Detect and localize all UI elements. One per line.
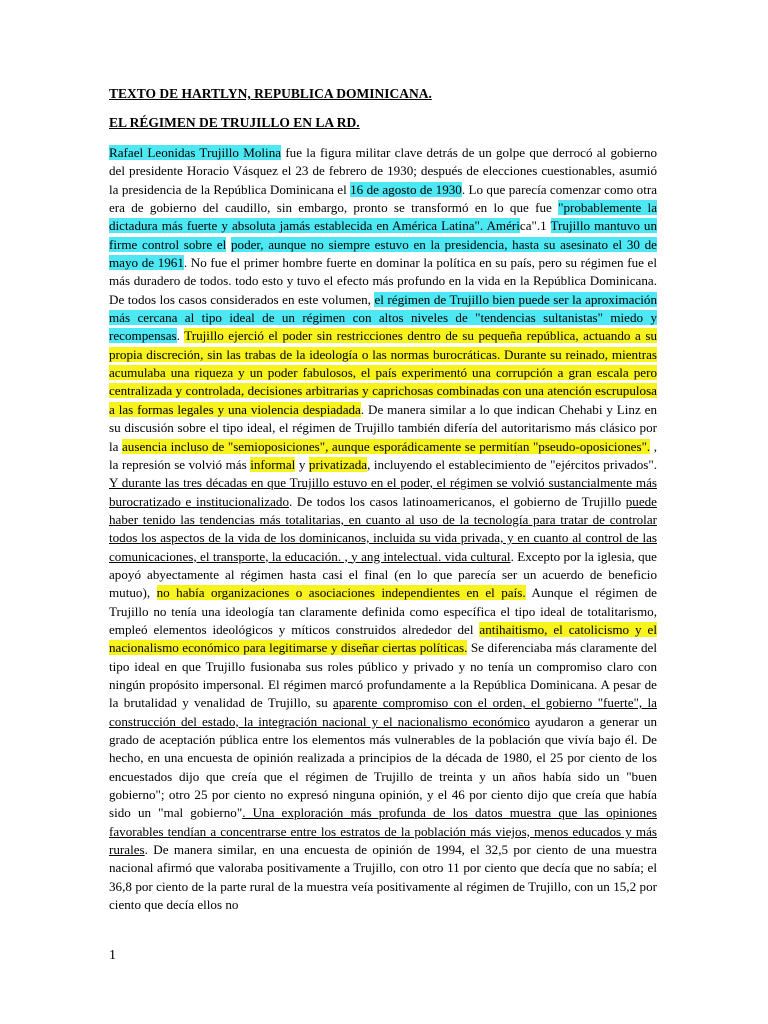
highlight-cyan-text: poder, aunque no siempre estuvo en la presidencia, hasta su asesinato el 30 de mayo de 1961 [109, 236, 657, 271]
highlight-cyan-text: el régimen de Trujillo bien puede ser la aproximación más cercana al tipo ideal de un régimen con altos niveles de "tendencias sultanistas" miedo y recompensas [109, 291, 658, 344]
body-text-run: Aunque el régimen de Trujillo no tenía una ideología tan claramente definida como específica el tipo ideal de totalitarismo, empleó elementos ideológicos y míticos construidos alrededor del [109, 585, 657, 637]
body-text-run: . No fue el primer hombre fuerte en dominar la política en su país, pero su régimen fue el más duradero de todos. todo esto y tuvo el efecto más profundo en la vida en la República Dominicana. De todos los casos considerados en este volumen, [109, 255, 657, 307]
underlined-text: aparente compromiso con el orden, el gobierno "fuerte", la construcción del estado, la integración nacional y el nacionalismo económico [109, 695, 657, 729]
body-text-run: y [295, 456, 309, 472]
section-title: EL RÉGIMEN DE TRUJILLO EN LA RD. [109, 115, 360, 130]
highlight-cyan-text: Trujillo mantuvo un firme control sobre el [109, 218, 657, 252]
body-text-run: ca".1 [519, 218, 551, 234]
body-text-run: , incluyendo el establecimiento de "ejércitos privados". [367, 456, 658, 472]
document-title: TEXTO DE HARTLYN, REPUBLICA DOMINICANA. [109, 86, 432, 101]
body-text-run: . De manera similar a lo que indican Chehabi y Linz en su discusión sobre el tipo ideal, el régimen de Trujillo también difería del autoritarismo más clásico por la [109, 401, 658, 454]
highlight-yellow-text: no había organizaciones o asociaciones independientes en el país. [156, 585, 526, 601]
highlight-yellow-text: privatizada [308, 456, 368, 472]
underlined-text: puede haber tenido las tendencias más totalitarias, en cuanto al uso de la tecnología para tratar de controlar todos los aspectos de la vida de los dominicanos, incluida su vida privada, y en cuanto al control de las comunicaciones, el transporte, la educación. , y ang intelectual. vida cultural [109, 493, 657, 564]
page-number: 1 [109, 948, 116, 963]
highlight-cyan-text: 16 de agosto de 1930 [350, 181, 462, 197]
body-paragraph [109, 144, 657, 914]
body-text-run: . De manera similar, en una encuesta de opinión de 1994, el 32,5 por ciento de una muestra nacional afirmó que valoraba positivamente a Trujillo, con otro 11 por ciento que decía que no sabía; el 36,8 por ciento de la parte rural de la muestra veía positivamente al régimen de Trujillo, con un 15,2 por ciento que decía ellos no [109, 842, 657, 913]
body-text-run: . [176, 328, 185, 344]
body-text-run: fue la figura militar clave detrás de un golpe que derrocó al gobierno del presidente Horacio Vásquez el 23 de febrero de 1930; después de elecciones cuestionables, asumió la presidencia de la República Dominicana el [109, 145, 657, 197]
body-text-run: . Lo que parecía comenzar como otra era de gobierno del caudillo, sin embargo, pronto se transformó en lo que fue [109, 181, 657, 216]
underlined-text: . Una exploración más profunda de los datos muestra que las opiniones favorables tendían a concentrarse entre los estratos de la población más viejos, menos educados y más rurales [109, 805, 657, 858]
body-text-run: ayudaron a generar un grado de aceptación pública entre los elementos más vulnerables de la población que vivía bajo él. De hecho, en una encuesta de opinión realizada a principios de la década de 1980, el 25 por ciento de los encuestados dijo que creía que el régimen de Trujillo de treinta y un años había sido un "buen gobierno"; otro 25 por ciento no expresó ninguna opinión, y el 46 por ciento dijo que creía que había sido un "mal gobierno" [109, 713, 657, 821]
body-text-run: . Excepto por la iglesia, que apoyó abyectamente al régimen hasta casi el final (en lo que parecía ser un acuerdo de beneficio mutuo), [109, 548, 657, 601]
body-text-run: , la represión se volvió más [109, 438, 657, 472]
highlight-yellow-text: antihaitismo, el catolicismo y el nacionalismo económico para legitimarse y diseñar ciertas políticas. [109, 621, 657, 656]
highlight-yellow-text: ausencia incluso de "semioposiciones", aunque esporádicamente se permitían "pseudo-oposiciones". [122, 438, 651, 454]
highlight-cyan-text: "probablemente la dictadura más fuerte y absoluta jamás establecida en América Latina". Améri [109, 200, 658, 234]
highlight-yellow-text: informal [250, 456, 296, 472]
underlined-text: Y durante las tres décadas en que Trujillo estuvo en el poder, el régimen se volvió sustancialmente más burocratizado e institucionalizado [109, 475, 657, 509]
body-text-run: . De todos los casos latinoamericanos, el gobierno de Trujillo [289, 493, 626, 509]
highlight-cyan-text: Rafael Leonidas Trujillo Molina [109, 145, 282, 160]
body-text-run: Se diferenciaba más claramente del tipo ideal en que Trujillo fusionaba sus roles público y privado y no tenía un compromiso claro con ningún propósito impersonal. El régimen marcó profundamente a la República Dominicana. A pesar de la brutalidad y venalidad de Trujillo, su [109, 640, 657, 711]
highlight-yellow-text: Trujillo ejerció el poder sin restricciones dentro de su pequeña república, actuando a su propia discreción, sin las trabas de la ideología o las normas burocráticas. Durante su reinado, mientras acumulaba una riqueza y un poder fabulosos, el país experimentó una corrupción a gran escala pero centralizada y controlada, decisiones arbitrarias y caprichosas combinadas con una atención escrupulosa a las formas legales y una violencia despiadada [109, 328, 657, 417]
